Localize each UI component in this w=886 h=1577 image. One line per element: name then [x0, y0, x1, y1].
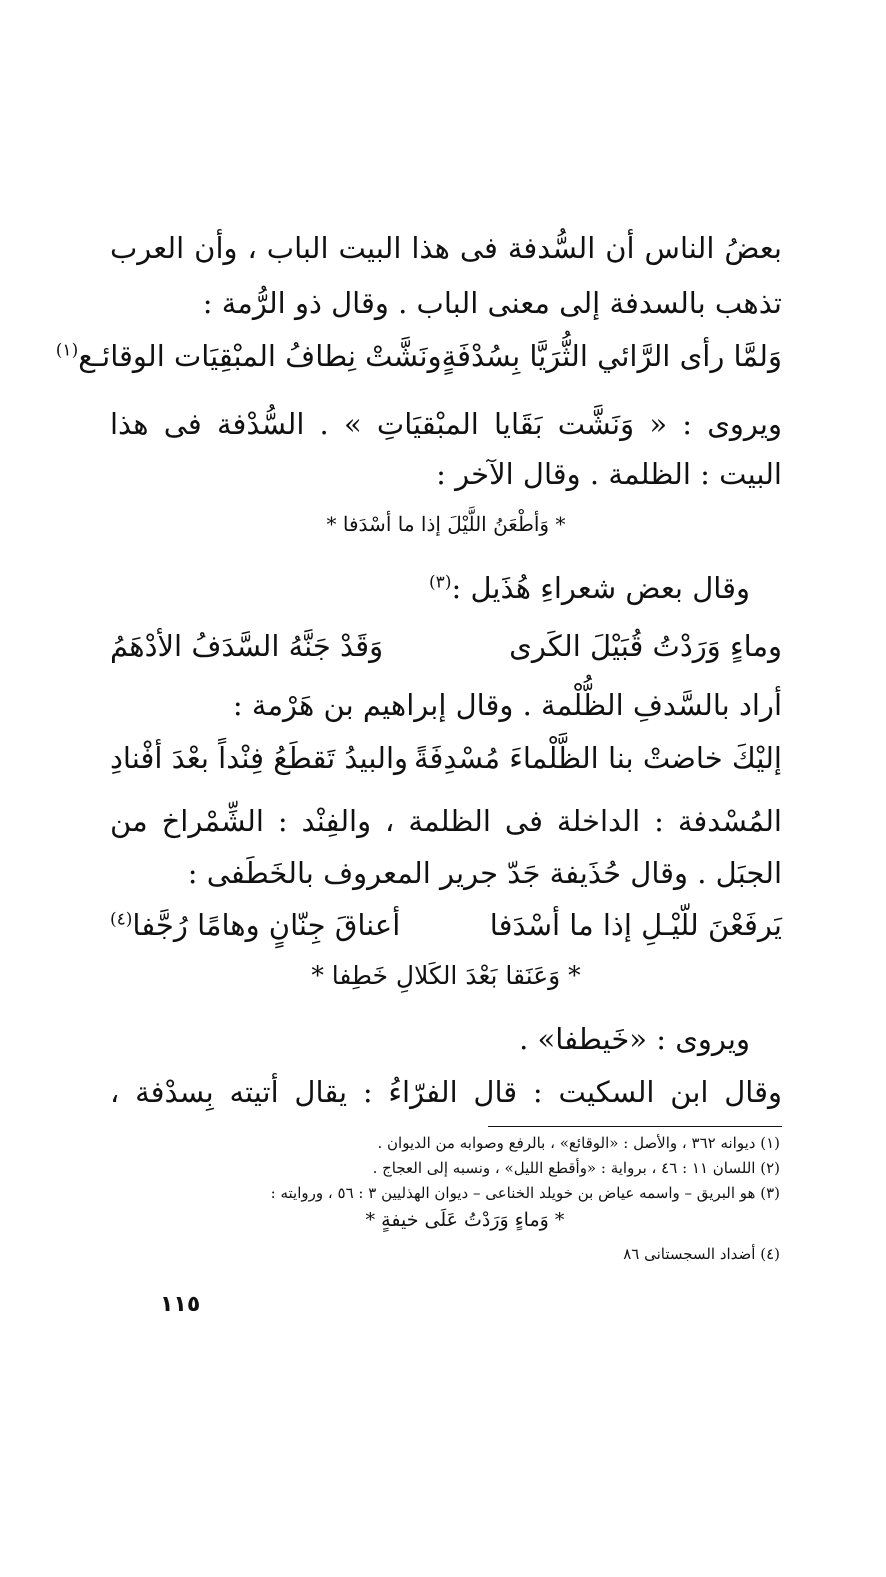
footnote-3: (٣) هو البريق – واسمه عياض بن خويلد الخناعى – ديوان الهذليين ٣ : ٥٦ ، وروايته :	[270, 1184, 780, 1202]
verse-1-second-text: ونَشَّتْ نِطافُ المبْقِيَات الوقائـع	[78, 339, 442, 373]
footnote-1: (١) ديوانه ٣٦٢ ، والأصل : «الوقائع» ، بالرفع وصوابه من الديوان .	[377, 1134, 780, 1152]
verse-5-second-text: أعناقَ جِنّانٍ وهامًا رُجَّفا	[132, 908, 401, 942]
body-line-6: أراد بالسَّدفِ الظُّلْمة . وقال إبراهيم بن هَرْمة :	[232, 688, 782, 722]
verse-5-second-hemistich	[110, 903, 400, 947]
body-line-1: بعضُ الناس أن السُّدفة فى هذا البيت الباب ، وأن العرب	[110, 231, 782, 265]
body-line-3: ويروى : « وَنَشَّت بَقَايا المبْقيَاتِ » . السُّدْفة فى هذا	[110, 407, 782, 441]
verse-6: * وَعَنَقا بَعْدَ الكَلالِ خَطِفا *	[311, 961, 581, 990]
footnote-ref-4: (٤)	[110, 909, 133, 930]
verse-2: * وَأطْعَنُ اللَّيْلَ إذا ما أسْدَفا *	[326, 512, 566, 536]
footnote-separator	[488, 1126, 782, 1127]
verse-5-first-hemistich: يَرفَعْنَ للّيْـلِ إذا ما أسْدَفا	[489, 908, 782, 942]
verse-1	[55, 334, 782, 378]
page-number: ١١٥	[160, 1292, 201, 1317]
verse-1-second-hemistich	[56, 334, 442, 378]
body-line-5-text: وقال بعض شعراءِ هُذَيل :	[451, 571, 750, 605]
footnote-2: (٢) اللسان ١١ : ٤٦ ، برواية : «وأقطع الليل» ، ونسبه إلى العجاج .	[372, 1159, 780, 1177]
body-line-8: الجبَل . وقال حُذَيفة جَدّ جرير المعروف بالخَطَفى :	[187, 856, 782, 890]
body-line-7: المُسْدفة : الداخلة فى الظلمة ، والفِنْد : الشِّمْراخ من	[110, 804, 782, 838]
verse-3-second-hemistich: وَقَدْ جَنَّهُ السَّدَفُ الأدْهَمُ	[110, 629, 384, 663]
body-line-5	[110, 566, 750, 610]
footnote-3-verse: * وَماءٍ وَرَدْتُ عَلَى خيفةٍ *	[365, 1209, 565, 1231]
footnote-4: (٤) أضداد السجستانى ٨٦	[623, 1245, 780, 1263]
verse-5	[110, 903, 782, 947]
verse-4	[110, 736, 782, 780]
footnote-ref-1: (١)	[55, 340, 79, 361]
footnote-ref-3: (٣)	[429, 572, 452, 593]
body-line-2: تذهب بالسدفة إلى معنى الباب . وقال ذو الرُّمة :	[202, 286, 782, 320]
verse-3-first-hemistich: وماءٍ وَرَدْتُ قُبَيْلَ الكَرى	[509, 629, 782, 663]
verse-1-first-hemistich: وَلمَّا رأى الرَّائي الثُّرَيَّا بِسُدْفَةٍ	[441, 339, 782, 373]
verse-4-first-hemistich: إليْكَ خاضتْ بنا الظَّلْماءَ مُسْدِفَةً	[413, 741, 782, 775]
verse-3	[110, 624, 782, 668]
body-line-10: وقال ابن السكيت : قال الفرّاءُ : يقال أتيته بِسدْفة ،	[110, 1075, 782, 1109]
body-line-4: البيت : الظلمة . وقال الآخر :	[436, 457, 782, 491]
verse-4-second-hemistich: والبيدُ تَقطَعُ فِنْداً بعْدَ أفْنادِ	[110, 741, 409, 775]
body-line-9: ويروى : «خَيطفا» .	[519, 1022, 750, 1056]
